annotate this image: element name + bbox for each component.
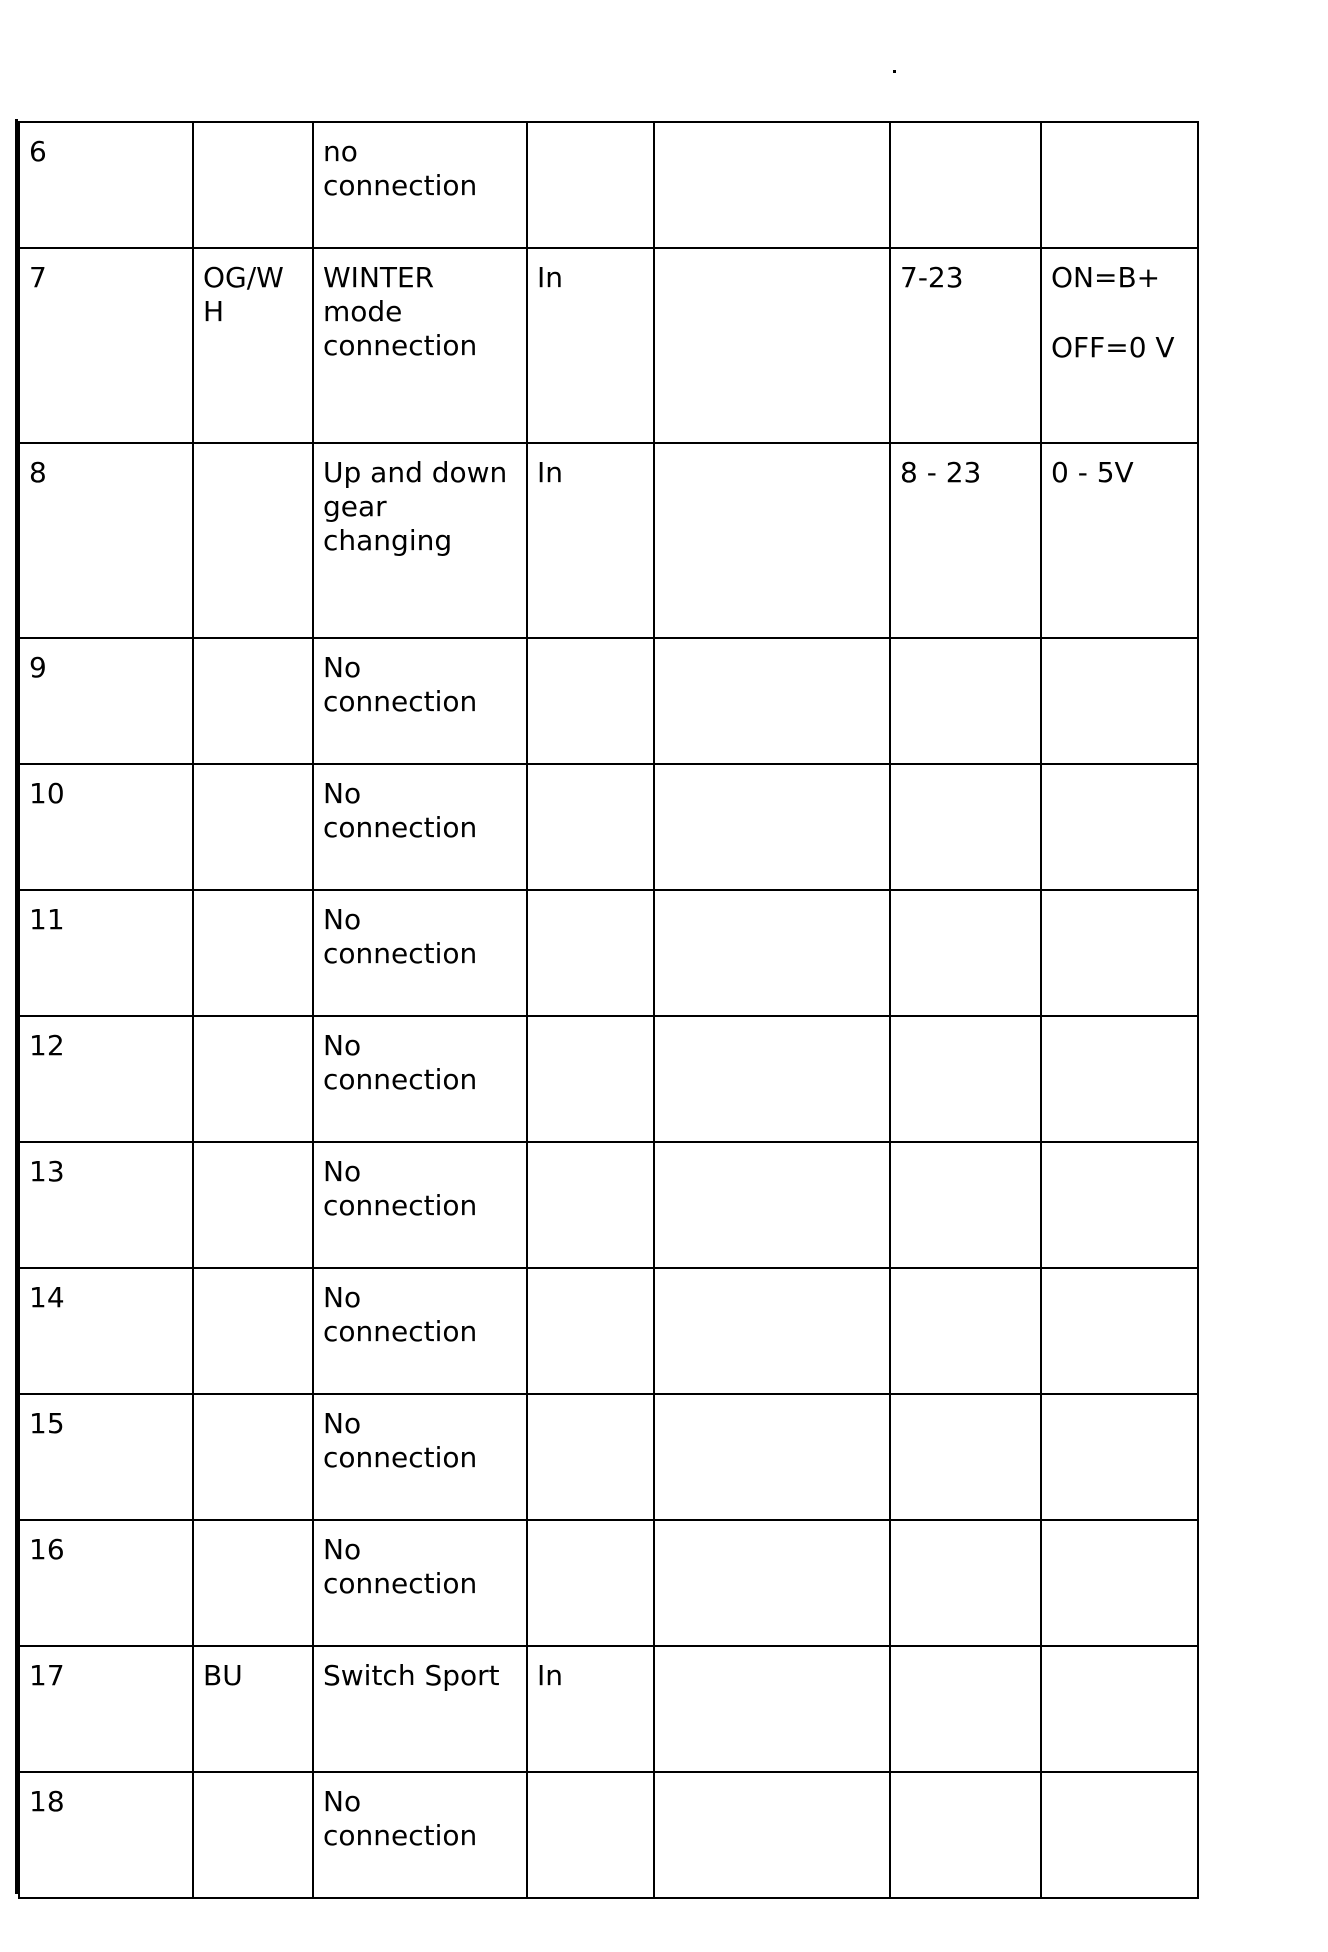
cell-pin: 15: [19, 1394, 193, 1520]
pinout-table: [18, 121, 1199, 1899]
cell-direction: [527, 1142, 654, 1268]
cell-col5: [654, 890, 890, 1016]
cell-col5: [654, 1142, 890, 1268]
cell-pin: 17: [19, 1646, 193, 1772]
cell-direction: In: [527, 443, 654, 638]
cell-color: [193, 1394, 313, 1520]
cell-test: [890, 1520, 1041, 1646]
cell-value: [1041, 764, 1198, 890]
cell-pin: 10: [19, 764, 193, 890]
cell-description: No connection: [313, 1016, 527, 1142]
cell-color: [193, 1016, 313, 1142]
table-row: [19, 764, 1198, 890]
table-row: [19, 890, 1198, 1016]
table-row: [19, 1142, 1198, 1268]
cell-description: No connection: [313, 1142, 527, 1268]
cell-test: [890, 1268, 1041, 1394]
cell-test: [890, 638, 1041, 764]
cell-direction: [527, 890, 654, 1016]
table-row: [19, 1394, 1198, 1520]
cell-pin: 13: [19, 1142, 193, 1268]
cell-pin: 12: [19, 1016, 193, 1142]
cell-test: [890, 1646, 1041, 1772]
cell-test: [890, 1016, 1041, 1142]
cell-value: [1041, 1016, 1198, 1142]
cell-description: no connection: [313, 122, 527, 248]
table-row: [19, 443, 1198, 638]
cell-col5: [654, 122, 890, 248]
cell-description: No connection: [313, 764, 527, 890]
cell-test: [890, 764, 1041, 890]
cell-direction: In: [527, 248, 654, 443]
cell-color: [193, 890, 313, 1016]
cell-col5: [654, 764, 890, 890]
cell-value: [1041, 443, 1198, 638]
cell-pin: 6: [19, 122, 193, 248]
cell-value: [1041, 1520, 1198, 1646]
cell-color: [193, 443, 313, 638]
cell-pin: 8: [19, 443, 193, 638]
cell-pin: 18: [19, 1772, 193, 1898]
cell-direction: [527, 1394, 654, 1520]
cell-col5: [654, 1646, 890, 1772]
cell-test: 8 - 23: [890, 443, 1041, 638]
cell-value: [1041, 638, 1198, 764]
cell-test: 7-23: [890, 248, 1041, 443]
cell-col5: [654, 443, 890, 638]
cell-value-line: ON=B+: [1051, 261, 1161, 294]
table-row: [19, 1772, 1198, 1898]
cell-color: BU: [193, 1646, 313, 1772]
cell-col5: [654, 1268, 890, 1394]
cell-description: No connection: [313, 638, 527, 764]
cell-color: [193, 122, 313, 248]
cell-value: [1041, 1142, 1198, 1268]
cell-description: No connection: [313, 1520, 527, 1646]
cell-test: [890, 1772, 1041, 1898]
cell-description: No connection: [313, 1772, 527, 1898]
cell-value: [1041, 1772, 1198, 1898]
cell-col5: [654, 1520, 890, 1646]
cell-value: [1041, 248, 1198, 443]
cell-direction: [527, 1772, 654, 1898]
cell-col5: [654, 1016, 890, 1142]
cell-pin: 16: [19, 1520, 193, 1646]
cell-direction: [527, 1520, 654, 1646]
cell-pin: 9: [19, 638, 193, 764]
cell-color: [193, 1268, 313, 1394]
table-row: [19, 1520, 1198, 1646]
cell-value: [1041, 1646, 1198, 1772]
table-row: [19, 248, 1198, 443]
cell-description: Up and down gear changing: [313, 443, 527, 638]
cell-test: [890, 122, 1041, 248]
cell-color: [193, 638, 313, 764]
cell-value-line: OFF=0 V: [1051, 331, 1175, 364]
cell-color: [193, 1520, 313, 1646]
cell-pin: 11: [19, 890, 193, 1016]
cell-value: [1041, 890, 1198, 1016]
cell-description: No connection: [313, 890, 527, 1016]
cell-value-line: 0 - 5V: [1051, 456, 1134, 489]
cell-color: OG/WH: [193, 248, 313, 443]
cell-col5: [654, 638, 890, 764]
cell-direction: [527, 638, 654, 764]
table-row: [19, 122, 1198, 248]
cell-color: [193, 1142, 313, 1268]
cell-direction: [527, 1016, 654, 1142]
cell-direction: [527, 764, 654, 890]
table-row: [19, 1016, 1198, 1142]
table-row: [19, 1646, 1198, 1772]
stray-dot: [893, 70, 896, 73]
cell-pin: 7: [19, 248, 193, 443]
cell-value: [1041, 122, 1198, 248]
cell-direction: [527, 1268, 654, 1394]
cell-col5: [654, 1394, 890, 1520]
cell-color: [193, 1772, 313, 1898]
cell-test: [890, 890, 1041, 1016]
cell-description: No connection: [313, 1268, 527, 1394]
table-row: [19, 638, 1198, 764]
table-row: [19, 1268, 1198, 1394]
cell-test: [890, 1142, 1041, 1268]
cell-col5: [654, 1772, 890, 1898]
cell-value: [1041, 1268, 1198, 1394]
cell-direction: In: [527, 1646, 654, 1772]
cell-value: [1041, 1394, 1198, 1520]
cell-description: WINTER mode connection: [313, 248, 527, 443]
cell-col5: [654, 248, 890, 443]
cell-pin: 14: [19, 1268, 193, 1394]
cell-color: [193, 764, 313, 890]
cell-description: Switch Sport: [313, 1646, 527, 1772]
table-body: [19, 122, 1198, 1898]
cell-direction: [527, 122, 654, 248]
cell-test: [890, 1394, 1041, 1520]
cell-description: No connection: [313, 1394, 527, 1520]
